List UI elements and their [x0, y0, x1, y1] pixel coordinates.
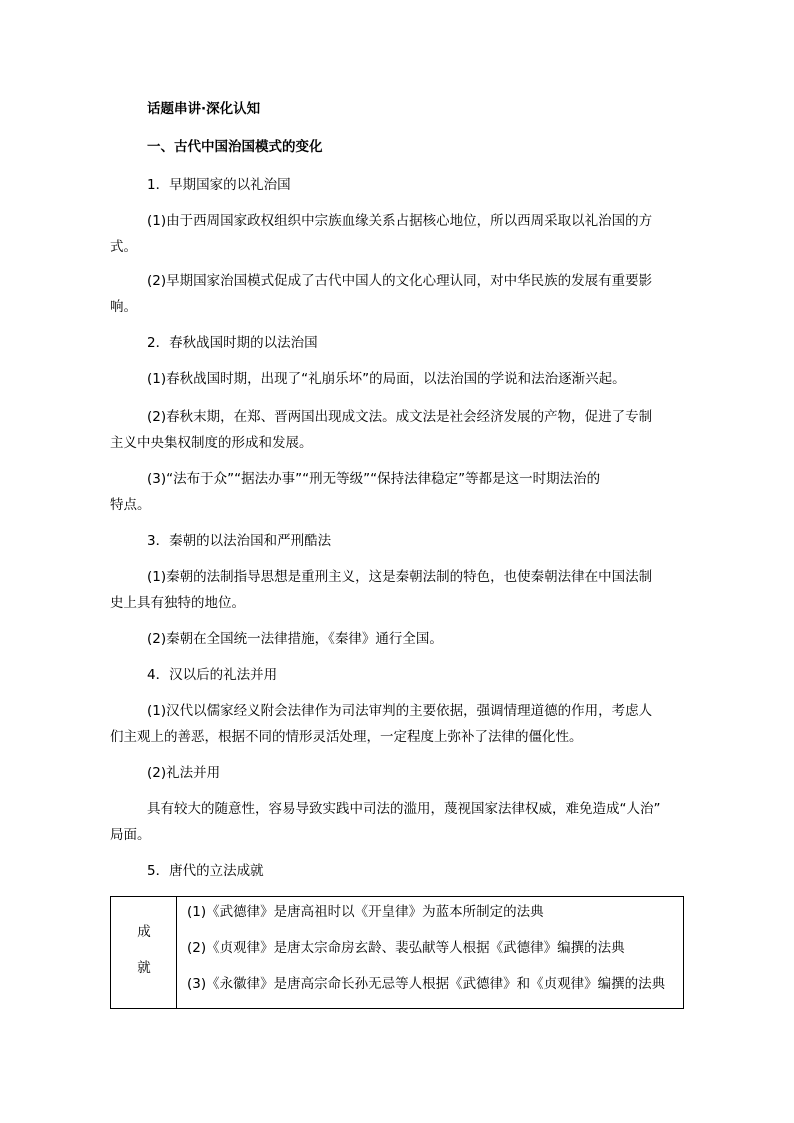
paragraph-line: 史上具有独特的地位。 — [110, 595, 245, 611]
section-heading: 一、古代中国治国模式的变化 — [147, 139, 323, 155]
paragraph-line: (2)早期国家治国模式促成了古代中国人的文化心理认同，对中华民族的发展有重要影 — [147, 273, 653, 289]
subsection-heading: 3．秦朝的以法治国和严刑酷法 — [147, 533, 332, 549]
subsection-heading: 1．早期国家的以礼治国 — [147, 177, 291, 193]
paragraph-line: 响。 — [110, 299, 137, 315]
table-row: (1)《武德律》是唐高祖时以《开皇律》为蓝本所制定的法典 — [187, 904, 544, 920]
document-title: 话题串讲·深化认知 — [147, 101, 261, 117]
paragraph-line: 特点。 — [110, 497, 151, 513]
achievements-table — [110, 896, 684, 1009]
table-row: (2)《贞观律》是唐太宗命房玄龄、裴弘献等人根据《武德律》编撰的法典 — [187, 940, 625, 956]
subsection-heading: 2．春秋战国时期的以法治国 — [147, 335, 318, 351]
table-label-char: 就 — [137, 960, 151, 976]
paragraph-line: (1)春秋战国时期，出现了“礼崩乐坏”的局面，以法治国的学说和法治逐渐兴起。 — [147, 371, 626, 387]
table-row: (3)《永徽律》是唐高宗命长孙无忌等人根据《武德律》和《贞观律》编撰的法典 — [187, 976, 666, 992]
paragraph-line: 主义中央集权制度的形成和发展。 — [110, 435, 313, 451]
paragraph-line: 式。 — [110, 239, 137, 255]
paragraph-line: (1)由于西周国家政权组织中宗族血缘关系占据核心地位，所以西周采取以礼治国的方 — [147, 213, 653, 229]
paragraph-line: 具有较大的随意性，容易导致实践中司法的滥用，蔑视国家法律权威，难免造成“人治” — [147, 801, 661, 817]
paragraph-line: (3)“法布于众”“据法办事”“刑无等级”“保持法律稳定”等都是这一时期法治的 — [147, 471, 601, 487]
table-label-cell — [111, 897, 177, 1008]
paragraph-line: 们主观上的善恶，根据不同的情形灵活处理，一定程度上弥补了法律的僵化性。 — [110, 729, 583, 745]
paragraph-line: 局面。 — [110, 827, 151, 843]
table-label-char: 成 — [137, 924, 151, 940]
paragraph-line: (2)礼法并用 — [147, 765, 221, 781]
paragraph-line: (2)春秋末期，在郑、晋两国出现成文法。成文法是社会经济发展的产物，促进了专制 — [147, 409, 653, 425]
subsection-heading: 4．汉以后的礼法并用 — [147, 667, 278, 683]
paragraph-line: (1)秦朝的法制指导思想是重刑主义，这是秦朝法制的特色，也使秦朝法律在中国法制 — [147, 569, 653, 585]
paragraph-line: (2)秦朝在全国统一法律措施，《秦律》通行全国。 — [147, 631, 443, 647]
subsection-heading: 5．唐代的立法成就 — [147, 863, 264, 879]
paragraph-line: (1)汉代以儒家经义附会法律作为司法审判的主要依据，强调情理道德的作用，考虑人 — [147, 703, 653, 719]
